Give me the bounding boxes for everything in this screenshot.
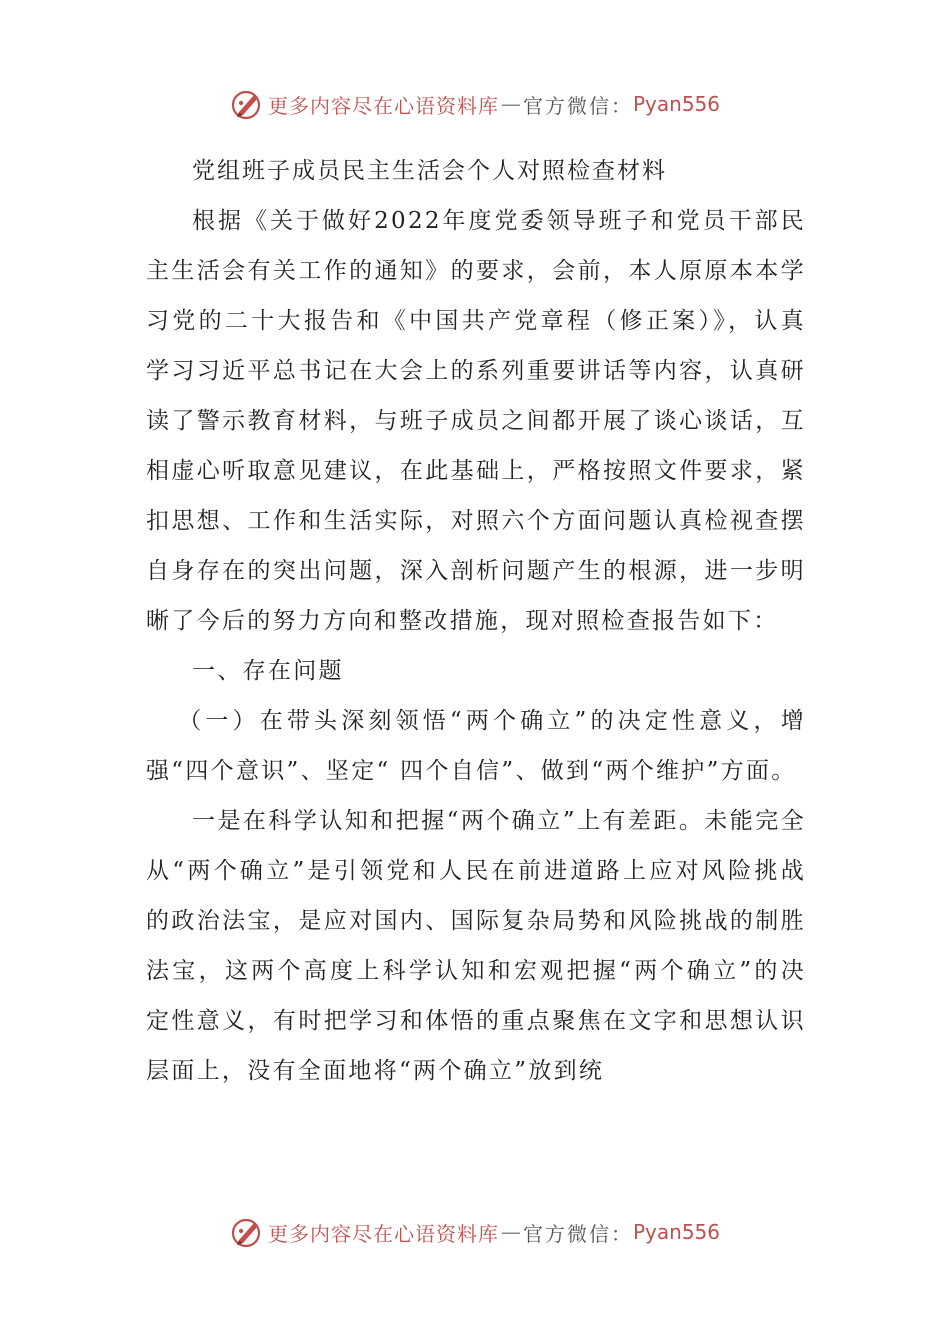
point-paragraph: 一是在科学认知和把握“两个确立”上有差距。未能完全从“两个确立”是引领党和人民在前进道路上应对风险挑战的政治法宝，是应对国内、国际复杂局势和风险挑战的制胜法宝，这两个高度上科学认知和宏观把握“两个确立”的决定性意义，有时把学习和体悟的重点聚焦在文字和思想认识层面上，没有全面地将“两个确立”放到统: [146, 808, 806, 1084]
banner-main-text: 更多内容尽在心语资料库: [267, 93, 499, 118]
banner-main-text: 更多内容尽在心语资料库: [267, 1221, 499, 1246]
pen-logo-icon: [230, 1215, 264, 1249]
banner-dash: —: [500, 92, 521, 116]
pen-logo-icon: [230, 87, 264, 121]
banner-account: Pyan556: [632, 92, 720, 116]
subsection-heading: （一）在带头深刻领悟“两个确立”的决定性意义，增强“四个意识”、坚定“ 四个自信”、做到“两个维护”方面。: [146, 708, 806, 784]
document-title: 党组班子成员民主生活会个人对照检查材料: [192, 158, 667, 184]
footer-banner: [0, 1212, 950, 1252]
intro-paragraph: 根据《关于做好2022年度党委领导班子和党员干部民主生活会有关工作的通知》的要求，会前，本人原原本本学习党的二十大报告和《中国共产党章程（修正案）》，认真学习习近平总书记在大会上的系列重要讲话等内容，认真研读了警示教育材料，与班子成员之间都开展了谈心谈话，互相虚心听取意见建议，在此基础上，严格按照文件要求，紧扣思想、工作和生活实际，对照六个方面问题认真检视查摆自身存在的突出问题，深入剖析问题产生的根源，进一步明晰了今后的努力方向和整改措施，现对照检查报告如下：: [146, 208, 806, 634]
banner-sub-text: 官方微信：: [522, 93, 633, 118]
document-body: [146, 146, 806, 1096]
banner-sub-text: 官方微信：: [522, 1221, 633, 1246]
banner-dash: —: [500, 1220, 521, 1244]
section-heading: 一、存在问题: [192, 658, 344, 684]
banner-account: Pyan556: [632, 1220, 720, 1244]
header-banner: [0, 84, 950, 124]
